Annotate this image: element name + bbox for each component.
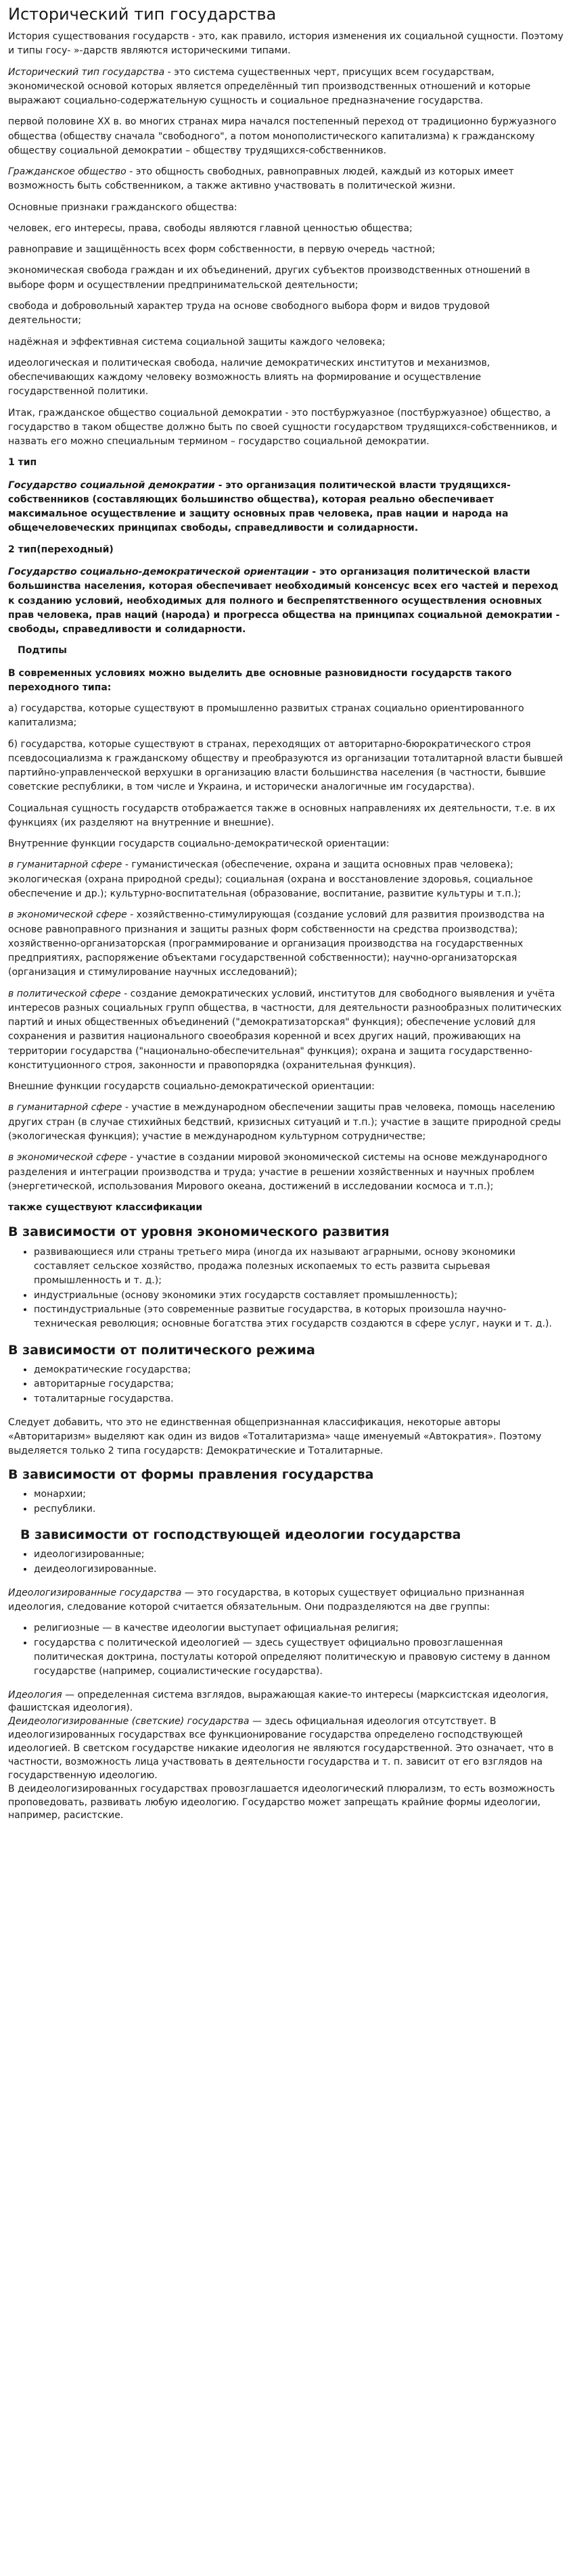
internal-function-political [8,987,565,1074]
external-function-humanitarian [8,1101,565,1144]
political-regime-note: Следует добавить, что это не единственная общепризнанная классификация, некоторые авторы «Авторитаризм» выделяют как один из видов «Тоталитаризма» чаще именуемый «Автократия». Поэтому выделяется только 2 типа государств: Демократические и Тоталитарные. [8,1416,542,1457]
list-item: • государства с политической идеологией — здесь существует официально провозглашенная политическая доктрина, постулаты которой определяют политическую и правовую систему в данном государстве (например, социалистические государства). [34,1636,565,1679]
list-item: • авторитарные государства; [34,1377,565,1391]
type2-term: Государство социально-демократической ориентации [8,566,309,577]
subtypes-lead: В современных условиях можно выделить две основные разновидности государств такого переходного типа: [8,667,512,693]
political-regime-heading: В зависимости от политического режима [8,1342,315,1358]
type1-paragraph [8,479,565,536]
government-form-list [8,1487,565,1517]
sphere-label: в экономической сфере [8,1152,127,1164]
external-function-economic [8,1151,565,1194]
list-item: • индустриальные (основу экономики этих государств составляет промышленность); [34,1289,565,1303]
internal-functions-label: Внутренние функции государств социально-демократической ориентации: [8,838,390,850]
list-item: • постиндустриальные (это современные развитые государства, в которых произошла научно-техническая революция; основные богатства этих государств создаются в сфере услуг, науки и т. д.). [34,1303,565,1332]
list-item: • идеологизированные; [34,1548,565,1562]
subtype-b: б) государства, которые существуют в странах, переходящих от авторитарно-бюрократического строя псевдосоциализма к гражданскому обществу и преобразуются из организации тоталитарной власти бывшей партийно-управленческой верхушки в организацию власти большинства населения (в частности, бывшие советские республики, в том числе и Украина, и исторически аналогичные им государства). [8,738,564,793]
ideologized-term: Идеологизированные государства [8,1587,182,1598]
ideologized-paragraph [8,1586,565,1615]
functions-essence: Социальная сущность государств отображается также в основных направлениях их деятельности, т.е. в их функциях (их разделяют на внутренние и внешние). [8,803,555,828]
secular-term: Деидеологизированные (светские) государства [8,1716,250,1727]
type2-heading: 2 тип(переходный) [8,544,114,555]
definition-term: Исторический тип государства [8,66,165,78]
sphere-text: - хозяйственно-стимулирующая (создание условий для развития производства на основе равноправного признания и защиты разных форм собственности на средства производства); хозяйственно-организаторская (программирование и организация производства на государственных предприятиях, распоряжение объектами государственной собственности); научно-организаторская (организация и стимулирование научных исследований); [8,909,545,978]
ideologized-groups-list [8,1621,565,1679]
summary-paragraph: Итак, гражданское общество социальной демократии - это постбуржуазное (постбуржуазное) общество, а государство в таком обществе должно быть по своей сущности государством трудящихся-собственников, и назвать его можно специальным термином – государство социальной демократии. [8,407,557,448]
ideology-text: — определенная система взглядов, выражающая какие-то интересы (марксистская идеология, фашистская идеология). [8,1689,549,1714]
sphere-text: - участие в международном обеспечении защиты прав человека, помощь населению других стран (в случае стихийных бедствий, кризисных ситуаций и т.п.); участие в защите природной среды (экологическая функция); участие в международном культурном сотрудничестве; [8,1102,561,1142]
ideology-definitions [8,1689,565,1823]
sign-item: надёжная и эффективная система социальной защиты каждого человека; [8,336,386,348]
definition-text: - это система существенных черт, присущих всем государствам, экономической основой которых является определённый тип производственных отношений и которые выражают социально-содержательную сущность и социальное предназначение государства. [8,66,531,107]
list-item: • тоталитарные государства. [34,1392,565,1406]
government-form-heading: В зависимости от формы правления государства [8,1466,374,1482]
sign-item: человек, его интересы, права, свободы являются главной ценностью общества; [8,222,413,234]
internal-function-economic [8,908,565,980]
xx-century-paragraph: первой половине XX в. во многих странах мира начался постепенный переход от традиционно буржуазного общества (обществу сначала "свободного", а потом монополистического капитализма) к гражданскому обществу социальной демократии – обществу трудящихся-собственников. [8,116,557,156]
pluralism-paragraph: В деидеологизированных государствах провозглашается идеологический плюрализм, то есть возможность проповедовать, развивать любую идеологию. Государство может запрещать крайние формы идеологии, например, расистские. [8,1783,555,1821]
sphere-text: - создание демократических условий, институтов для свободного выявления и учёта интересов разных социальных групп общества, в частности, для деятельности разнообразных политических партий и иных общественных объединений ("демократизаторская" функция); обеспечение условий для сохранения и развития национального своеобразия коренной и всех других наций, проживающих на территории государства ("национально-обеспечительная" функция); охрана и защита государственно-конституционного строя, законности и правопорядка (охранительная функция). [8,988,562,1071]
sphere-label: в экономической сфере [8,909,127,921]
sphere-label: в политической сфере [8,988,121,999]
signs-label: Основные признаки гражданского общества: [8,201,237,213]
list-item: • монархии; [34,1487,565,1502]
list-item: • республики. [34,1502,565,1517]
sphere-text: - гуманистическая (обеспечение, охрана и защита основных прав человека); экологическая (охрана природной среды); социальная (охрана и восстановление здоровья, социальное обеспечение и др.); культурно-воспитательная (образование, воспитание, развитие культуры и т.п.); [8,859,533,900]
definition-paragraph [8,66,565,109]
type1-heading: 1 тип [8,457,37,469]
type1-text: - это организация политической власти трудящихся-собственников (составляющих большинство общества), которая реально обеспечивает максимальное осуществление и защиту основных прав человека, прав нации и народа на общечеловеческих принципах свободы, справедливости и солидарности. [8,479,511,534]
subtypes-heading: Подтипы [18,645,67,657]
list-item: • демократические государства; [34,1363,565,1377]
sign-item: равноправие и защищённость всех форм собственности, в первую очередь частной; [8,244,436,256]
list-item: • религиозные — в качестве идеологии выступает официальная религия; [34,1621,565,1636]
type1-term: Государство социальной демократии [8,479,215,491]
subtype-a: а) государства, которые существуют в промышленно развитых странах социально ориентированного капитализма; [8,703,524,729]
sign-item: идеологическая и политическая свобода, наличие демократических институтов и механизмов, обеспечивающих каждому человеку возможность влиять на формирование и осуществление государственной политики. [8,357,490,398]
civil-society-text: - это общность свободных, равноправных людей, каждый из которых имеет возможность быть собственником, а также активно участвовать в политической жизни. [8,166,514,192]
sign-item: свобода и добровольный характер труда на основе свободного выбора форм и видов трудовой деятельности; [8,300,490,327]
ideology-definition [8,1689,565,1716]
ideology-term: Идеология [8,1689,62,1700]
civil-society-term: Гражданское общество [8,166,127,178]
intro-paragraph: История существования государств - это, как правило, история изменения их социальной сущности. Поэтому и типы госу- »-дарств являются историческими типами. [8,31,564,57]
list-item: • деидеологизированные. [34,1563,565,1577]
external-functions-label: Внешние функции государств социально-демократической ориентации: [8,1081,375,1093]
list-item: • развивающиеся или страны третьего мира (иногда их называют аграрными, основу экономики составляет сельское хозяйство, продажа полезных ископаемых то есть развита сырьевая промышленность и т. д.); [34,1245,565,1289]
sphere-label: в гуманитарной сфере [8,1102,122,1114]
secular-definition [8,1715,565,1782]
sphere-text: - участие в создании мировой экономической системы на основе международного разделения и интеграции производства и труда; участие в решении хозяйственных и научных проблем (энергетической, использования Мирового океана, достижений в исследовании космоса и т.п.); [8,1152,548,1192]
ideology-list [8,1548,565,1577]
economic-classification-list [8,1245,565,1332]
type2-text: - это организация политической власти большинства населения, которая обеспечивает необходимый консенсус всех его частей и переход к созданию условий, необходимых для полного и беспрепятственного осуществления основных прав человека, прав наций (народа) и прогресса общества на принципах социальной демократии - свободы, справедливости и солидарности. [8,566,560,636]
political-regime-list [8,1363,565,1406]
sphere-label: в гуманитарной сфере [8,859,122,871]
type2-paragraph [8,565,565,637]
internal-function-humanitarian [8,858,565,901]
civil-society-paragraph [8,165,565,194]
economic-classification-heading: В зависимости от уровня экономического развития [8,1224,390,1240]
secular-text: — здесь официальная идеология отсутствует. В идеологизированных государствах все функционирование государства определено господствующей идеологией. В светском государстве никакие идеология не являются государственной. Это означает, что в частности, возможность лица участвовать в деятельности государства и т. п. зависит от его взглядов на государственную идеологию. [8,1716,554,1781]
classifications-heading: также существуют классификации [8,1202,203,1214]
ideologized-text: — это государства, в которых существует официально признанная идеология, следование которой считается обязательным. Они подразделяются на две группы: [8,1587,525,1613]
ideology-heading: В зависимости от господствующей идеологии государства [20,1527,461,1542]
sign-item: экономическая свобода граждан и их объединений, других субъектов производственных отношений в выборе форм и осуществлении предпринимательской деятельности; [8,265,530,291]
page-title: Исторический тип государства [8,5,277,24]
